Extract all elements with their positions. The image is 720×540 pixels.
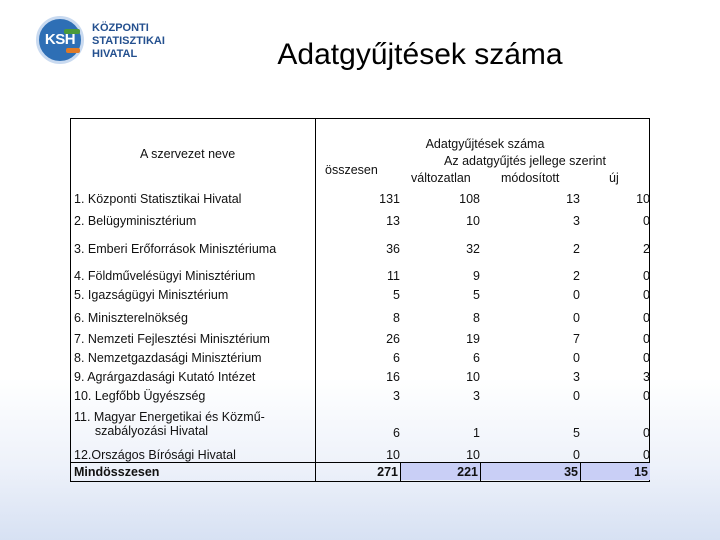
row-unchanged: 3 bbox=[473, 389, 480, 403]
row-name: 8. Nemzetgazdasági Minisztérium bbox=[74, 351, 262, 365]
data-table bbox=[70, 118, 650, 482]
row-modified: 3 bbox=[573, 214, 580, 228]
row-modified: 7 bbox=[573, 332, 580, 346]
row-total: 131 bbox=[379, 192, 400, 206]
row-unchanged: 9 bbox=[473, 269, 480, 283]
row-unchanged: 1 bbox=[473, 426, 480, 440]
row-total: 6 bbox=[393, 351, 400, 365]
row-new: 3 bbox=[643, 370, 650, 384]
row-name: 7. Nemzeti Fejlesztési Minisztérium bbox=[74, 332, 270, 346]
row-name: 6. Miniszterelnökség bbox=[74, 311, 188, 325]
row-total: 5 bbox=[393, 288, 400, 302]
total-header: összesen bbox=[325, 163, 378, 177]
collections-group-header: Adatgyűjtések száma bbox=[425, 137, 545, 151]
row-name: 11. Magyar Energetikai és Közmű- szabályozási Hivatal bbox=[74, 410, 265, 438]
table-border-bottom bbox=[70, 481, 650, 482]
nature-header: Az adatgyűjtés jellege szerint bbox=[444, 154, 606, 168]
row-new: 0 bbox=[643, 389, 650, 403]
row-total: 10 bbox=[386, 448, 400, 462]
row-total: 13 bbox=[386, 214, 400, 228]
logo-abbreviation: KSH bbox=[44, 31, 76, 48]
org-name-header: A szervezet neve bbox=[140, 147, 236, 161]
row-total: 36 bbox=[386, 242, 400, 256]
row-unchanged: 5 bbox=[473, 288, 480, 302]
row-new: 0 bbox=[643, 311, 650, 325]
summary-cell-divider bbox=[400, 462, 401, 482]
slide-title bbox=[0, 38, 720, 72]
row-unchanged: 32 bbox=[466, 242, 480, 256]
row-name: 12.Országos Bírósági Hivatal bbox=[74, 448, 236, 462]
row-name: 1. Központi Statisztikai Hivatal bbox=[74, 192, 242, 206]
row-total: 8 bbox=[393, 311, 400, 325]
row-new: 0 bbox=[643, 288, 650, 302]
table-border-top bbox=[70, 118, 650, 119]
row-new: 0 bbox=[643, 448, 650, 462]
row-new: 0 bbox=[643, 332, 650, 346]
row-modified: 13 bbox=[566, 192, 580, 206]
row-name: 9. Agrárgazdasági Kutató Intézet bbox=[74, 370, 256, 384]
row-new: 0 bbox=[643, 269, 650, 283]
modified-header: módosított bbox=[501, 171, 560, 185]
row-unchanged: 108 bbox=[459, 192, 480, 206]
summary-unchanged: 221 bbox=[457, 465, 478, 479]
row-modified: 2 bbox=[573, 269, 580, 283]
row-unchanged: 8 bbox=[473, 311, 480, 325]
row-modified: 0 bbox=[573, 448, 580, 462]
row-new: 2 bbox=[643, 242, 650, 256]
new-header: új bbox=[609, 171, 619, 185]
summary-name: Mindösszesen bbox=[74, 465, 160, 479]
row-unchanged: 19 bbox=[466, 332, 480, 346]
row-modified: 3 bbox=[573, 370, 580, 384]
row-name: 3. Emberi Erőforrások Minisztériuma bbox=[74, 242, 277, 256]
row-modified: 0 bbox=[573, 351, 580, 365]
table-border-left bbox=[70, 118, 71, 482]
row-modified: 0 bbox=[573, 288, 580, 302]
row-total: 3 bbox=[393, 389, 400, 403]
row-unchanged: 10 bbox=[466, 370, 480, 384]
row-total: 16 bbox=[386, 370, 400, 384]
slide-title-text: Adatgyűjtések száma bbox=[277, 38, 563, 71]
row-new: 0 bbox=[643, 214, 650, 228]
row-new: 10 bbox=[636, 192, 650, 206]
summary-modified: 35 bbox=[564, 465, 578, 479]
row-name: 10. Legfőbb Ügyészség bbox=[74, 389, 206, 403]
row-total: 26 bbox=[386, 332, 400, 346]
row-modified: 0 bbox=[573, 311, 580, 325]
row-new: 0 bbox=[643, 426, 650, 440]
row-modified: 0 bbox=[573, 389, 580, 403]
row-new: 0 bbox=[643, 351, 650, 365]
row-name: 4. Földművelésügyi Minisztérium bbox=[74, 269, 256, 283]
unchanged-header: változatlan bbox=[411, 171, 471, 185]
row-unchanged: 10 bbox=[466, 448, 480, 462]
row-name: 5. Igazságügyi Minisztérium bbox=[74, 288, 229, 302]
summary-total: 271 bbox=[377, 465, 398, 479]
row-modified: 2 bbox=[573, 242, 580, 256]
row-modified: 5 bbox=[573, 426, 580, 440]
summary-new: 15 bbox=[634, 465, 648, 479]
table-column-divider bbox=[315, 118, 316, 482]
row-total: 11 bbox=[387, 269, 400, 283]
logo-name: KÖZPONTI STATISZTIKAI HIVATAL bbox=[92, 22, 165, 60]
row-unchanged: 6 bbox=[473, 351, 480, 365]
row-unchanged: 10 bbox=[466, 214, 480, 228]
row-total: 6 bbox=[393, 426, 400, 440]
summary-cell-divider bbox=[480, 462, 481, 482]
row-name: 2. Belügyminisztérium bbox=[74, 214, 197, 228]
